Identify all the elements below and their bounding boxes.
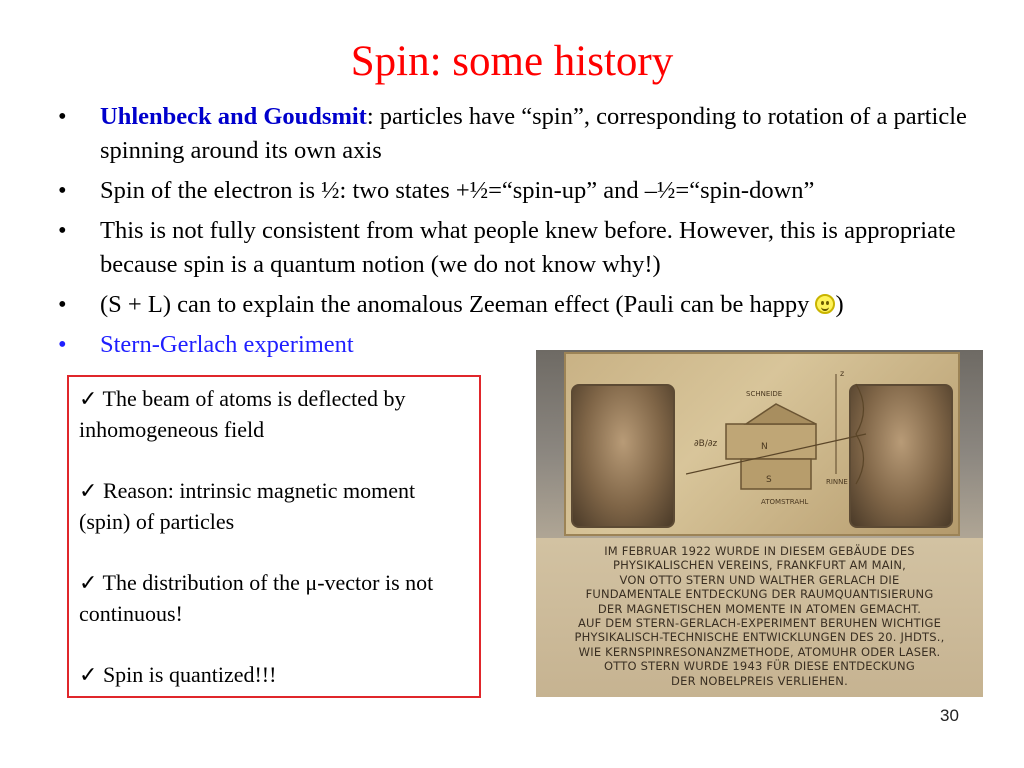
plaque-line: DER NOBELPREIS VERLIEHEN. — [671, 673, 848, 688]
bullet-text: : particles have “spin”, corresponding to rotation of a particle spinning around its own axis — [100, 103, 967, 164]
check-icon: ✓ — [79, 662, 98, 687]
bullet-uhlenbeck — [58, 100, 978, 168]
plaque-line: VON OTTO STERN UND WALTHER GERLACH DIE — [619, 572, 900, 587]
box-item-text: Reason: intrinsic magnetic moment (spin) of particles — [79, 478, 416, 534]
bullet-electron-spin — [58, 174, 978, 208]
box-item — [79, 567, 469, 629]
bullet-marker: • — [58, 217, 67, 244]
diagram-label-schneide: SCHNEIDE — [746, 390, 783, 398]
bullet-marker: • — [58, 103, 67, 130]
bullet-text: (S + L) can to explain the anomalous Zeeman effect (Pauli can be happy — [100, 291, 816, 318]
plaque-line: PHYSIKALISCHEN VEREINS, FRANKFURT AM MAIN, — [612, 558, 907, 573]
bullet-text: This is not fully consistent from what people knew before. However, this is appropriate because spin is a quantum notion (we do not know why!) — [100, 217, 956, 278]
bullet-zeeman — [58, 288, 978, 322]
bullet-marker: • — [58, 177, 67, 204]
plaque-line: FUNDAMENTALE ENTDECKUNG DER RAUMQUANTISIERUNG — [585, 587, 934, 602]
box-item — [79, 659, 469, 690]
box-item-text: The beam of atoms is deflected by inhomogeneous field — [79, 386, 406, 442]
summary-box — [67, 375, 481, 698]
bullet-text-end: ) — [835, 291, 844, 318]
plaque-line: PHYSIKALISCH-TECHNISCHE ENTWICKLUNGEN DES 20. JHDTS., — [574, 630, 945, 645]
bullet-marker: • — [58, 291, 67, 318]
box-item — [79, 383, 469, 445]
plaque-inscription — [536, 538, 983, 697]
diagram-label-s: S — [766, 475, 772, 485]
page-number: 30 — [940, 706, 959, 725]
plaque-line: IM FEBRUAR 1922 WURDE IN DIESEM GEBÄUDE DES — [604, 544, 915, 558]
bullet-text: Spin of the electron is ½: two states +½=“spin-up” and –½=“spin-down” — [100, 177, 815, 204]
diagram-label-gradient: ∂B/∂z — [694, 439, 718, 449]
diagram-label-atomstrahl: ATOMSTRAHL — [761, 498, 809, 506]
plaque-line: AUF DEM STERN-GERLACH-EXPERIMENT BERUHEN WICHTIGE — [577, 616, 942, 631]
bullet-list — [58, 100, 978, 368]
diagram-label-rinne: RINNE — [826, 478, 848, 486]
bullet-bold-names: Uhlenbeck and Goudsmit — [100, 103, 367, 130]
experiment-diagram — [686, 364, 886, 524]
bullet-text: Stern-Gerlach experiment — [100, 331, 354, 358]
bullet-consistency — [58, 214, 978, 282]
plaque-line: DER MAGNETISCHEN MOMENTE IN ATOMEN GEMACHT. — [597, 601, 922, 616]
check-icon: ✓ — [79, 386, 98, 411]
bullet-marker: • — [58, 331, 67, 358]
check-icon: ✓ — [79, 478, 98, 503]
slide-title: Spin: some history — [350, 38, 674, 85]
portrait-stern — [571, 384, 675, 528]
diagram-label-z: z — [840, 369, 845, 378]
plaque-line: OTTO STERN WURDE 1943 FÜR DIESE ENTDECKUNG — [604, 659, 915, 674]
check-icon: ✓ — [79, 570, 98, 595]
box-item-text: The distribution of the μ-vector is not continuous! — [79, 570, 434, 626]
box-item — [79, 475, 469, 537]
plaque-relief — [564, 352, 960, 536]
smiley-icon — [815, 294, 835, 314]
stern-gerlach-plaque-photo — [536, 350, 983, 697]
diagram-label-n: N — [761, 442, 768, 452]
plaque-line: WIE KERNSPINRESONANZMETHODE, ATOMUHR ODER LASER. — [578, 644, 941, 659]
box-item-text: Spin is quantized!!! — [102, 662, 277, 687]
